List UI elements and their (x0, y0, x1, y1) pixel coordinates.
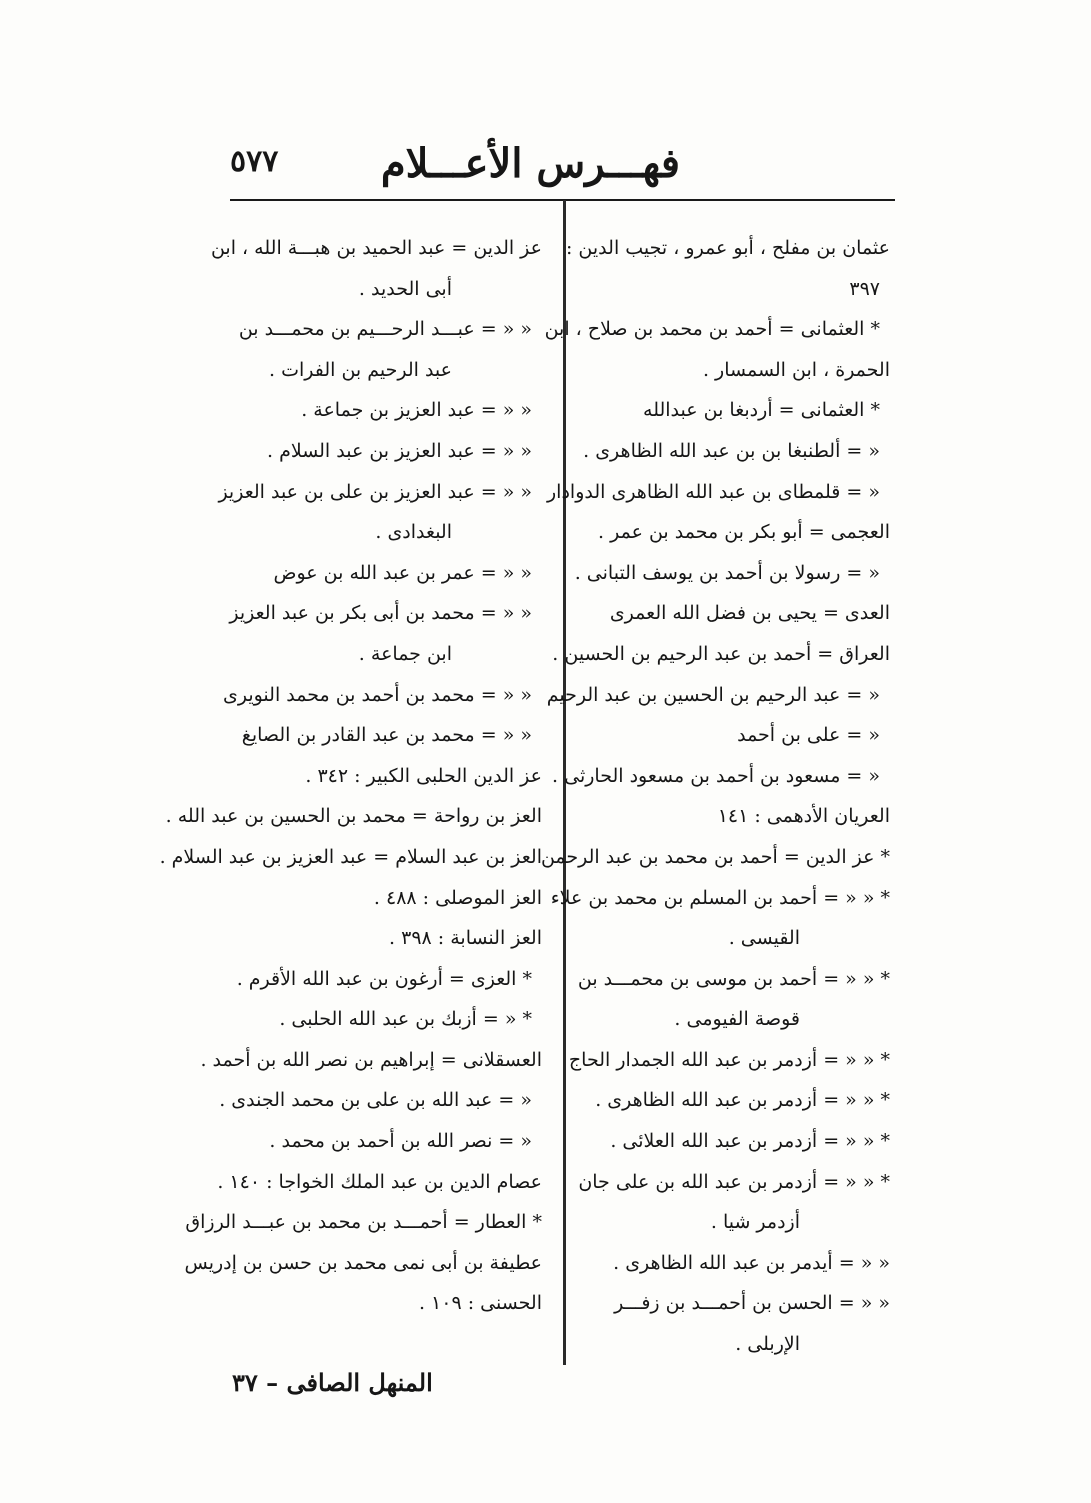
index-entry: * « « = أزدمر بن عبد الله العلائى . (610, 1130, 890, 1153)
index-entry: « « = الحسن بن أحمـــد بن زفـــر (614, 1292, 890, 1315)
index-entry: * « « = أحمد بن المسلم بن محمد بن علاء (550, 886, 890, 909)
index-entry: * « = أزبك بن عبد الله الحلبى . (279, 1008, 532, 1031)
index-entry: « = على بن أحمد (737, 724, 880, 747)
index-entry-continuation: ٣٩٧ (849, 277, 880, 300)
index-entry-continuation: القيسى . (728, 927, 800, 950)
page-number: ٥٧٧ (230, 144, 279, 179)
index-entry: العريان الأدهمى : ١٤١ (717, 805, 890, 828)
page-header (230, 140, 895, 192)
index-entry: * « « = أزدمر بن عبد الله بن على جان (578, 1170, 890, 1193)
index-entry: « = ألطنبغا بن بن عبد الله الظاهرى . (583, 439, 880, 462)
index-entry: العز بن عبد السلام = عبد العزيز بن عبد السلام . (159, 845, 542, 868)
index-entry-continuation: عبد الرحيم بن الفرات . (269, 358, 452, 381)
index-entry-continuation: الحمرة ، ابن السمسار . (702, 358, 890, 381)
index-entry: « = قلمطاى بن عبد الله الظاهرى الدوادار (547, 480, 880, 503)
index-entry: « « = محمد بن أبى بكر بن عبد العزيز (229, 602, 532, 625)
index-entry: « = نصر الله بن أحمد بن محمد . (269, 1130, 532, 1153)
index-entry-continuation: قوصة الفيومى . (674, 1008, 800, 1031)
index-entry: عطيفة بن أبى نمى محمد بن حسن بن إدريس (184, 1251, 542, 1274)
page-title: فهـــرس الأعـــلام (380, 140, 680, 187)
index-entry: * العثمانى = أردبغا بن عبدالله (643, 399, 880, 422)
index-entry: * العثمانى = أحمد بن محمد بن صلاح ، ابن (544, 318, 880, 341)
index-entry: * عز الدين = أحمد بن محمد بن عبد الرحمن (540, 845, 890, 868)
index-entry: « « = عبد العزيز بن على بن عبد العزيز (218, 480, 532, 503)
index-entry: * « « = أزدمر بن عبد الله الظاهرى . (595, 1089, 890, 1112)
index-entry: * « « = أزدمر بن عبد الله الجمدار الحاج (568, 1048, 890, 1071)
index-entry: * العزى = أرغون بن عبد الله الأقرم . (236, 967, 532, 990)
page-footer: المنهل الصافى – ٣٧ (232, 1368, 433, 1397)
index-entry: العز النسابة : ٣٩٨ . (389, 927, 542, 950)
index-entry: « = عبد الرحيم بن الحسين بن عبد الرحيم (546, 683, 880, 706)
index-entry: « = مسعود بن أحمد بن مسعود الحارثى . (552, 764, 880, 787)
index-entry-continuation: الإربلى . (735, 1333, 800, 1356)
index-entry-continuation: أبى الحديد . (358, 277, 452, 300)
index-entry: العز الموصلى : ٤٨٨ . (373, 886, 542, 909)
right-column (540, 228, 890, 1365)
index-entry: « « = عبد العزيز بن جماعة . (301, 399, 532, 422)
index-entry: « « = عبد العزيز بن عبد السلام . (267, 439, 532, 462)
index-entry: « = عبد الله بن على بن محمد الجندى . (219, 1089, 532, 1112)
index-entry-continuation: الحسنى : ١٠٩ . (418, 1292, 542, 1315)
index-entry-continuation: البغدادى . (375, 521, 452, 544)
index-entry: العجمى = أبو بكر بن محمد بن عمر . (598, 521, 890, 544)
index-entry: « « = عبـــد الرحـــيم بن محمـــد بن (238, 318, 532, 341)
index-entry: « = رسولا بن أحمد بن يوسف التبانى . (574, 561, 880, 584)
index-entry: عصام الدين بن عبد الملك الخواجا : ١٤٠ . (217, 1170, 542, 1193)
index-entry: « « = محمد بن أحمد بن محمد النويرى (222, 683, 532, 706)
index-entry: العز بن رواحة = محمد بن الحسين بن عبد الله . (165, 805, 542, 828)
index-entry: « « = محمد بن عبد القادر بن الصايغ (241, 724, 532, 747)
index-entry: عثمان بن مفلح ، أبو عمرو ، تجيب الدين : (565, 237, 890, 259)
index-entry: * العطار = أحمـــد بن محمد بن عبـــد الرزاق (185, 1211, 542, 1234)
index-entry: العراق = أحمد بن عبد الرحيم بن الحسين . (552, 642, 890, 665)
left-column (159, 228, 542, 1324)
index-entry: العسقلانى = إبراهيم بن نصر الله بن أحمد . (200, 1048, 542, 1071)
index-entry: « « = عمر بن عبد الله بن عوض (273, 561, 532, 584)
index-entry: عز الدين = عبد الحميد بن هبـــة الله ، ابن (210, 237, 542, 259)
index-entry: عز الدين الحلبى الكبير : ٣٤٢ . (305, 764, 542, 787)
index-entry: العدى = يحيى بن فضل الله العمرى (609, 602, 890, 625)
index-entry: « « = أيدمر بن عبد الله الظاهرى . (613, 1251, 890, 1274)
index-entry-continuation: ابن جماعة . (358, 642, 452, 665)
index-entry-continuation: أزدمر شيا . (710, 1211, 800, 1234)
index-entry: * « « = أحمد بن موسى بن محمـــد بن (577, 967, 890, 990)
